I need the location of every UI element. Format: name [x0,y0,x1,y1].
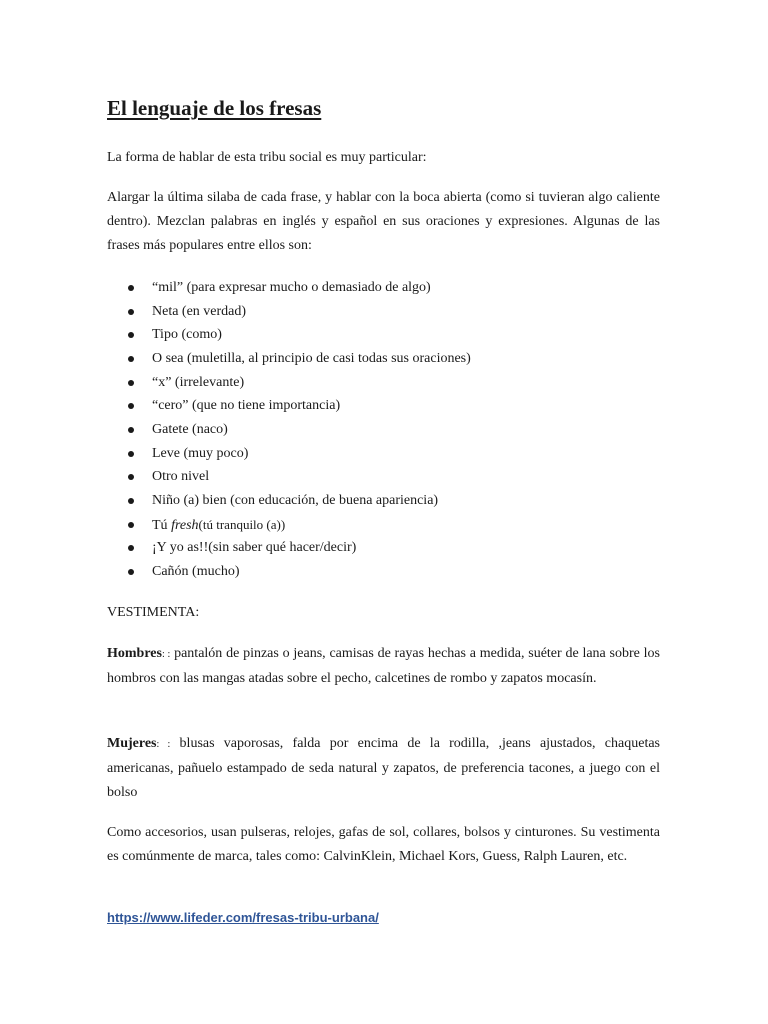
bullet-icon [128,403,134,409]
accesorios-paragraph: Como accesorios, usan pulseras, relojes, gafas de sol, collares, bolsos y cinturones. Su vestimenta es comúnmente de marca, tales como: CalvinKlein, Michael Kors, Guess, Ralph Lauren, etc. [107,825,660,864]
list-item: Tú fresh(tú tranquilo (a)) [107,513,471,537]
list-item: O sea (muletilla, al principio de casi todas sus oraciones) [107,347,471,371]
list-item: “cero” (que no tiene importancia) [107,394,471,418]
document-title: El lenguaje de los fresas [107,96,322,120]
source-link[interactable]: https://www.lifeder.com/fresas-tribu-urbana/ [107,910,379,925]
bullet-icon [128,451,134,457]
hombres-label: Hombres [107,646,162,661]
bullet-icon [128,356,134,362]
mujeres-paragraph: Mujeres: : blusas vaporosas, falda por encima de la rodilla, ,jeans ajustados, chaquetas americanas, pañuelo estampado de seda natural y zapatos, de preferencia tacones, a juego con el bolso [107,736,660,800]
list-item: ¡Y yo as!!(sin saber qué hacer/decir) [107,536,471,560]
phrases-list [107,276,471,584]
bullet-icon [128,569,134,575]
list-item: Niño (a) bien (con educación, de buena apariencia) [107,489,471,513]
bullet-icon [128,285,134,291]
bullet-icon [128,474,134,480]
list-item: Gatete (naco) [107,418,471,442]
list-item: Tipo (como) [107,323,471,347]
bullet-icon [128,498,134,504]
bullet-icon [128,332,134,338]
mujeres-label: Mujeres [107,736,157,751]
list-item: “x” (irrelevante) [107,371,471,395]
list-item: Cañón (mucho) [107,560,471,584]
hombres-paragraph: Hombres: : pantalón de pinzas o jeans, camisas de rayas hechas a medida, suéter de lana sobre los hombros con las mangas atadas sobre el pecho, calcetines de rombo y zapatos mocasín. [107,646,660,686]
list-item: Otro nivel [107,465,471,489]
bullet-icon [128,427,134,433]
list-item: “mil” (para expresar mucho o demasiado de algo) [107,276,471,300]
vestimenta-heading: VESTIMENTA: [107,605,200,620]
speech-description-paragraph: Alargar la última silaba de cada frase, y hablar con la boca abierta (como si tuvieran algo caliente dentro). Mezclan palabras en inglés y español en sus oraciones y expresiones. Algunas de las frases más populares entre ellos son: [107,190,660,253]
list-item: Leve (muy poco) [107,442,471,466]
bullet-icon [128,309,134,315]
intro-paragraph: La forma de hablar de esta tribu social es muy particular: [107,150,427,165]
list-item: Neta (en verdad) [107,300,471,324]
bullet-icon [128,522,134,528]
bullet-icon [128,380,134,386]
bullet-icon [128,545,134,551]
fresh-italic-word: fresh [171,517,199,533]
